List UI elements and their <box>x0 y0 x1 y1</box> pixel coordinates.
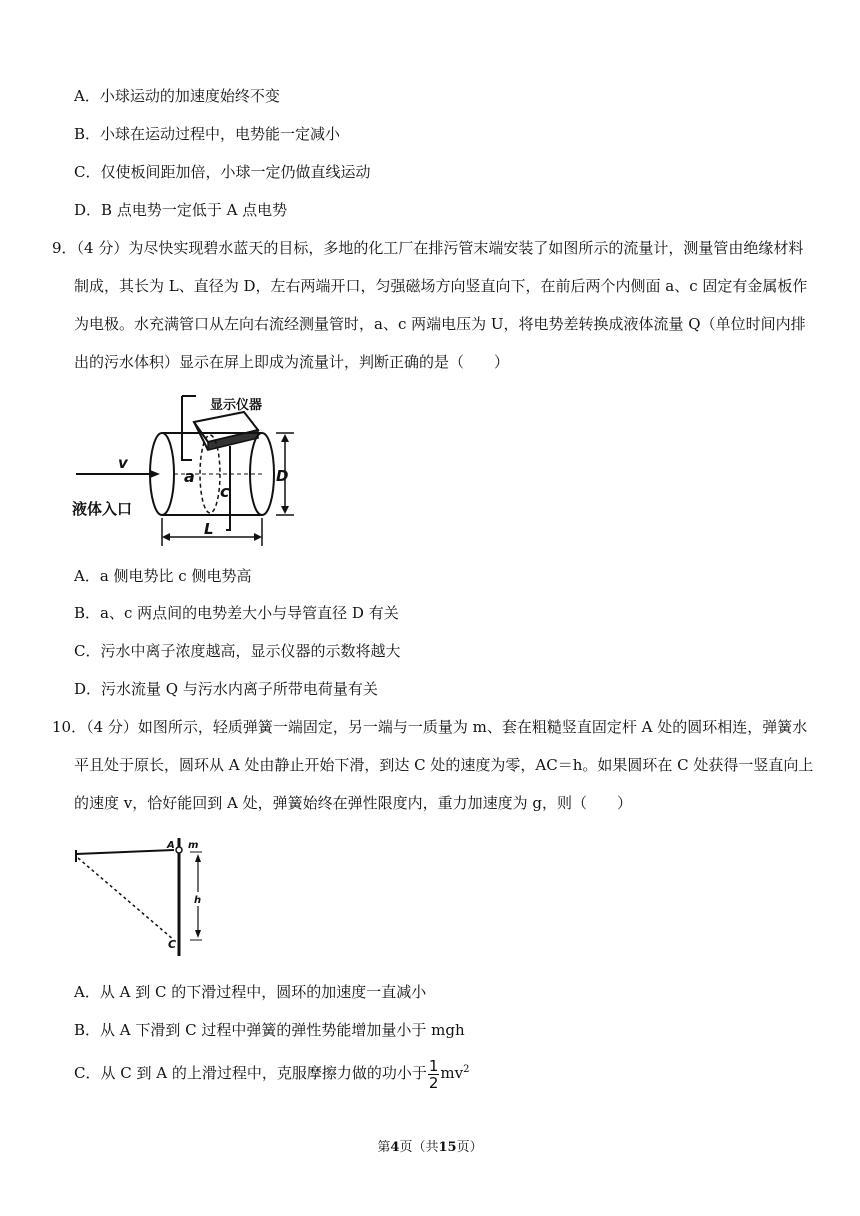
q10-option-c-exponent: 2 <box>463 1064 470 1075</box>
point-A-label: A <box>167 840 175 851</box>
point-c-label: c <box>220 482 230 501</box>
q9-stem-line1: 9．（4 分）为尽快实现碧水蓝天的目标，多地的化工厂在排污管末端安装了如图所示的流量计，测量管由绝缘材料 <box>52 239 804 257</box>
q9-option-b: B．a、c 两点间的电势差大小与导管直径 D 有关 <box>74 604 399 622</box>
q9-stem-line3: 为电极。水充满管口从左向右流经测量管时，a、c 两端电压为 U，将电势差转换成液体流量 Q（单位时间内排 <box>74 315 806 333</box>
total-page-count: 15 <box>438 1140 457 1155</box>
q9-option-c: C．污水中离子浓度越高，显示仪器的示数将越大 <box>74 642 401 660</box>
height-h-label: h <box>194 895 202 906</box>
point-a-label: a <box>184 467 195 486</box>
q8-option-c: C．仅使板间距加倍，小球一定仍做直线运动 <box>74 163 371 181</box>
q9-stem-line4: 出的污水体积）显示在屏上即成为流量计，判断正确的是（ ） <box>74 353 510 371</box>
liquid-inlet-label: 液体入口 <box>72 500 133 518</box>
spring-ring-figure <box>70 836 220 958</box>
q8-option-b: B．小球在运动过程中，电势能一定减小 <box>74 125 341 143</box>
q10-stem-line3: 的速度 v，恰好能回到 A 处，弹簧始终在弹性限度内，重力加速度为 g，则（ ） <box>74 794 632 812</box>
page-footer: 第4页（共15页） <box>377 1140 483 1155</box>
q10-option-a: A．从 A 到 C 的下滑过程中，圆环的加速度一直减小 <box>74 983 427 1001</box>
q10-option-b: B．从 A 下滑到 C 过程中弹簧的弹性势能增加量小于 mgh <box>74 1021 465 1039</box>
q9-option-a: A．a 侧电势比 c 侧电势高 <box>74 567 252 585</box>
diameter-label: D <box>276 467 289 485</box>
fraction-one-half: $\frac{1}{2}$ <box>428 1056 439 1092</box>
q9-option-d: D．污水流量 Q 与污水内离子所带电荷量有关 <box>74 680 378 698</box>
length-label: L <box>204 520 214 538</box>
velocity-label: v <box>118 454 128 472</box>
q10-option-c <box>74 1053 470 1093</box>
q10-option-c-text: C．从 C 到 A 的上滑过程中，克服摩擦力做的功小于 <box>74 1064 427 1082</box>
q8-option-a: A．小球运动的加速度始终不变 <box>74 87 280 105</box>
q10-stem-line1: 10．（4 分）如图所示，轻质弹簧一端固定，另一端与一质量为 m、套在粗糙竖直固定杆 A 处的圆环相连，弹簧水 <box>52 718 808 736</box>
point-C-label: C <box>168 938 177 951</box>
flowmeter-figure <box>70 390 310 550</box>
q10-option-c-suffix: mv <box>440 1064 464 1082</box>
q10-stem-line2: 平且处于原长，圆环从 A 处由静止开始下滑，到达 C 处的速度为零，AC＝h。如果圆环在 C 处获得一竖直向上 <box>74 756 814 774</box>
q8-option-d: D．B 点电势一定低于 A 点电势 <box>74 201 288 219</box>
mass-m-label: m <box>188 840 199 851</box>
q9-stem-line2: 制成，其长为 L、直径为 D，左右两端开口，匀强磁场方向竖直向下，在前后两个内侧面 a、c 固定有金属板作 <box>74 277 808 295</box>
current-page-number: 4 <box>390 1140 400 1155</box>
display-instrument-label: 显示仪器 <box>210 398 263 413</box>
